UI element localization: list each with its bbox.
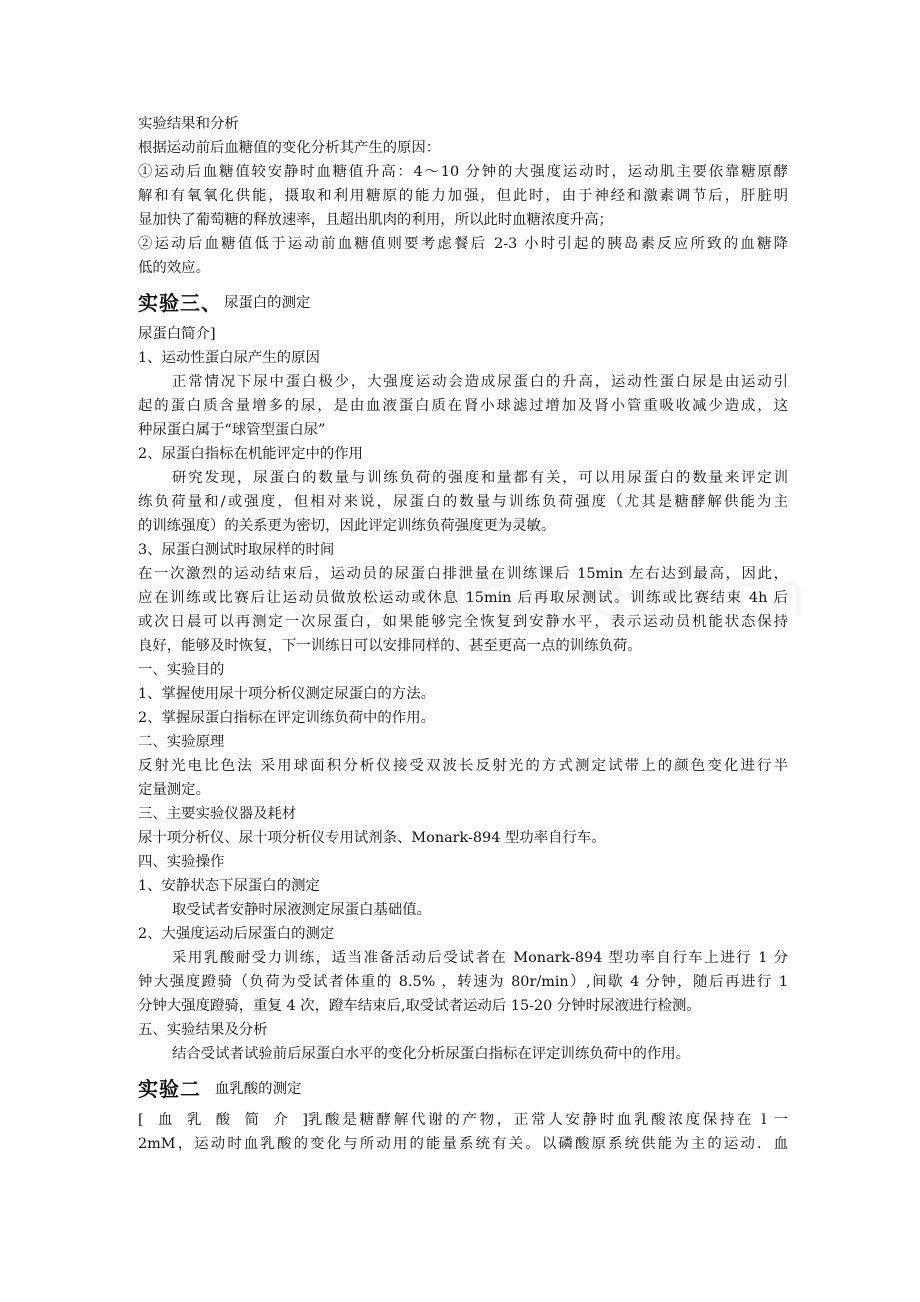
subsection-title: 四、实验操作: [138, 854, 225, 870]
intro-label: [血乳酸简介]: [138, 1112, 308, 1128]
paragraph-line: 乳酸是糖酵解代谢的产物，正常人安静时血乳酸浓度保持在 l 一: [308, 1112, 788, 1128]
intro-row: [138, 1108, 788, 1132]
section-title: 实验结果和分析: [138, 116, 239, 132]
subsection-title: 三、主要实验仪器及耗材: [138, 806, 297, 822]
paragraph-line: 起的蛋白质含量增多的尿，是由血液蛋白质在肾小球滤过增加及肾小管重吸收减少造成，这: [138, 398, 788, 414]
paragraph-line: 练负荷量和/或强度，但相对来说，尿蛋白的数量与训练负荷强度（尤其是糖酵解供能为主: [138, 494, 788, 510]
paragraph-line: 或次日晨可以再测定一次尿蛋白，如果能够完全恢复到安静水平，表示运动员机能状态保持: [138, 614, 788, 630]
paragraph-line: 种尿蛋白属于“球管型蛋白尿”: [138, 422, 326, 438]
list-item: 1、掌握使用尿十项分析仪测定尿蛋白的方法。: [138, 686, 435, 702]
subsection-title: 二、实验原理: [138, 734, 225, 750]
subsection-title: 2、尿蛋白指标在机能评定中的作用: [138, 446, 364, 462]
paragraph-line: 2mM，运动时血乳酸的变化与所动用的能量系统有关。以磷酸原系统供能为主的运动．血: [138, 1136, 788, 1152]
paragraph-line: 正常情况下尿中蛋白极少，大强度运动会造成尿蛋白的升高，运动性蛋白尿是由运动引: [172, 374, 788, 390]
experiment-title: 血乳酸的测定: [215, 1080, 302, 1097]
paragraph-line: 定量测定。: [138, 782, 210, 798]
paragraph-line: 分钟大强度蹬骑，重复 4 次，蹬车结束后,取受试者运动后 15-20 分钟时尿液进行检测。: [138, 998, 701, 1014]
paragraph-line: 结合受试者试验前后尿蛋白水平的变化分析尿蛋白指标在评定训练负荷中的作用。: [172, 1046, 691, 1062]
paragraph-line: ①运动后血糖值较安静时血糖值升高：4～10 分钟的大强度运动时，运动肌主要依靠糖原酵: [138, 164, 788, 180]
paragraph-line: 良好，能够及时恢复，下一训练日可以安排同样的、甚至更高一点的训练负荷。: [138, 638, 642, 654]
subsection-title: 2、大强度运动后尿蛋白的测定: [138, 926, 335, 942]
paragraph-line: 尿十项分析仪、尿十项分析仪专用试剂条、Monark-894 型功率自行车。: [138, 830, 606, 846]
intro-label: 尿蛋白简介]: [138, 326, 216, 342]
paragraph-line: 应在训练或比赛后让运动员做放松运动或休息 15min 后再取尿测试。训练或比赛结束 4h 后: [138, 590, 788, 606]
document-page: [138, 112, 788, 1156]
subsection-title: 1、运动性蛋白尿产生的原因: [138, 350, 320, 366]
experiment-number: 实验三、: [138, 290, 222, 315]
paragraph-line: 研究发现，尿蛋白的数量与训练负荷的强度和量都有关，可以用尿蛋白的数量来评定训: [172, 470, 788, 486]
section-lead: 根据运动前后血糖值的变化分析其产生的原因：: [138, 140, 441, 156]
list-item: 2、掌握尿蛋白指标在评定训练负荷中的作用。: [138, 710, 435, 726]
subsection-title: 3、尿蛋白测试时取尿样的时间: [138, 542, 335, 558]
experiment-title: 尿蛋白的测定: [224, 294, 311, 311]
subsection-title: 五、实验结果及分析: [138, 1022, 268, 1038]
paragraph-line: 在一次激烈的运动结束后，运动员的尿蛋白排泄量在训练课后 15min 左右达到最高，因此，: [138, 566, 788, 582]
paragraph-line: 的训练强度）的关系更为密切，因此评定训练负荷强度更为灵敏。: [138, 518, 556, 534]
paragraph-line: 取受试者安静时尿液测定尿蛋白基础值。: [172, 902, 432, 918]
paragraph-line: 低的效应。: [138, 260, 210, 276]
experiment-heading: [138, 280, 788, 322]
paragraph-line: 解和有氧氧化供能，摄取和利用糖原的能力加强，但此时，由于神经和激素调节后，肝脏明: [138, 188, 788, 204]
experiment-heading: [138, 1066, 788, 1108]
subsection-title: 1、安静状态下尿蛋白的测定: [138, 878, 320, 894]
paragraph-line: 显加快了葡萄糖的释放速率，且超出肌肉的利用，所以此时血糖浓度升高；: [138, 212, 613, 228]
paragraph-line: 反射光电比色法 采用球面积分析仪接受双波长反射光的方式测定试带上的颜色变化进行半: [138, 758, 788, 774]
paragraph-line: 钟大强度蹬骑（负荷为受试者体重的 8.5% ，转速为 80r/min）,间歇 4 分钟，随后再进行 1: [138, 974, 788, 990]
paragraph-line: ②运动后血糖值低于运动前血糖值则要考虑餐后 2-3 小时引起的胰岛素反应所致的血糖降: [138, 236, 788, 252]
paragraph-line: 采用乳酸耐受力训练，适当准备活动后受试者在 Monark-894 型功率自行车上进行 1 分: [172, 950, 788, 966]
experiment-number: 实验二: [138, 1076, 201, 1101]
subsection-title: 一、实验目的: [138, 662, 225, 678]
